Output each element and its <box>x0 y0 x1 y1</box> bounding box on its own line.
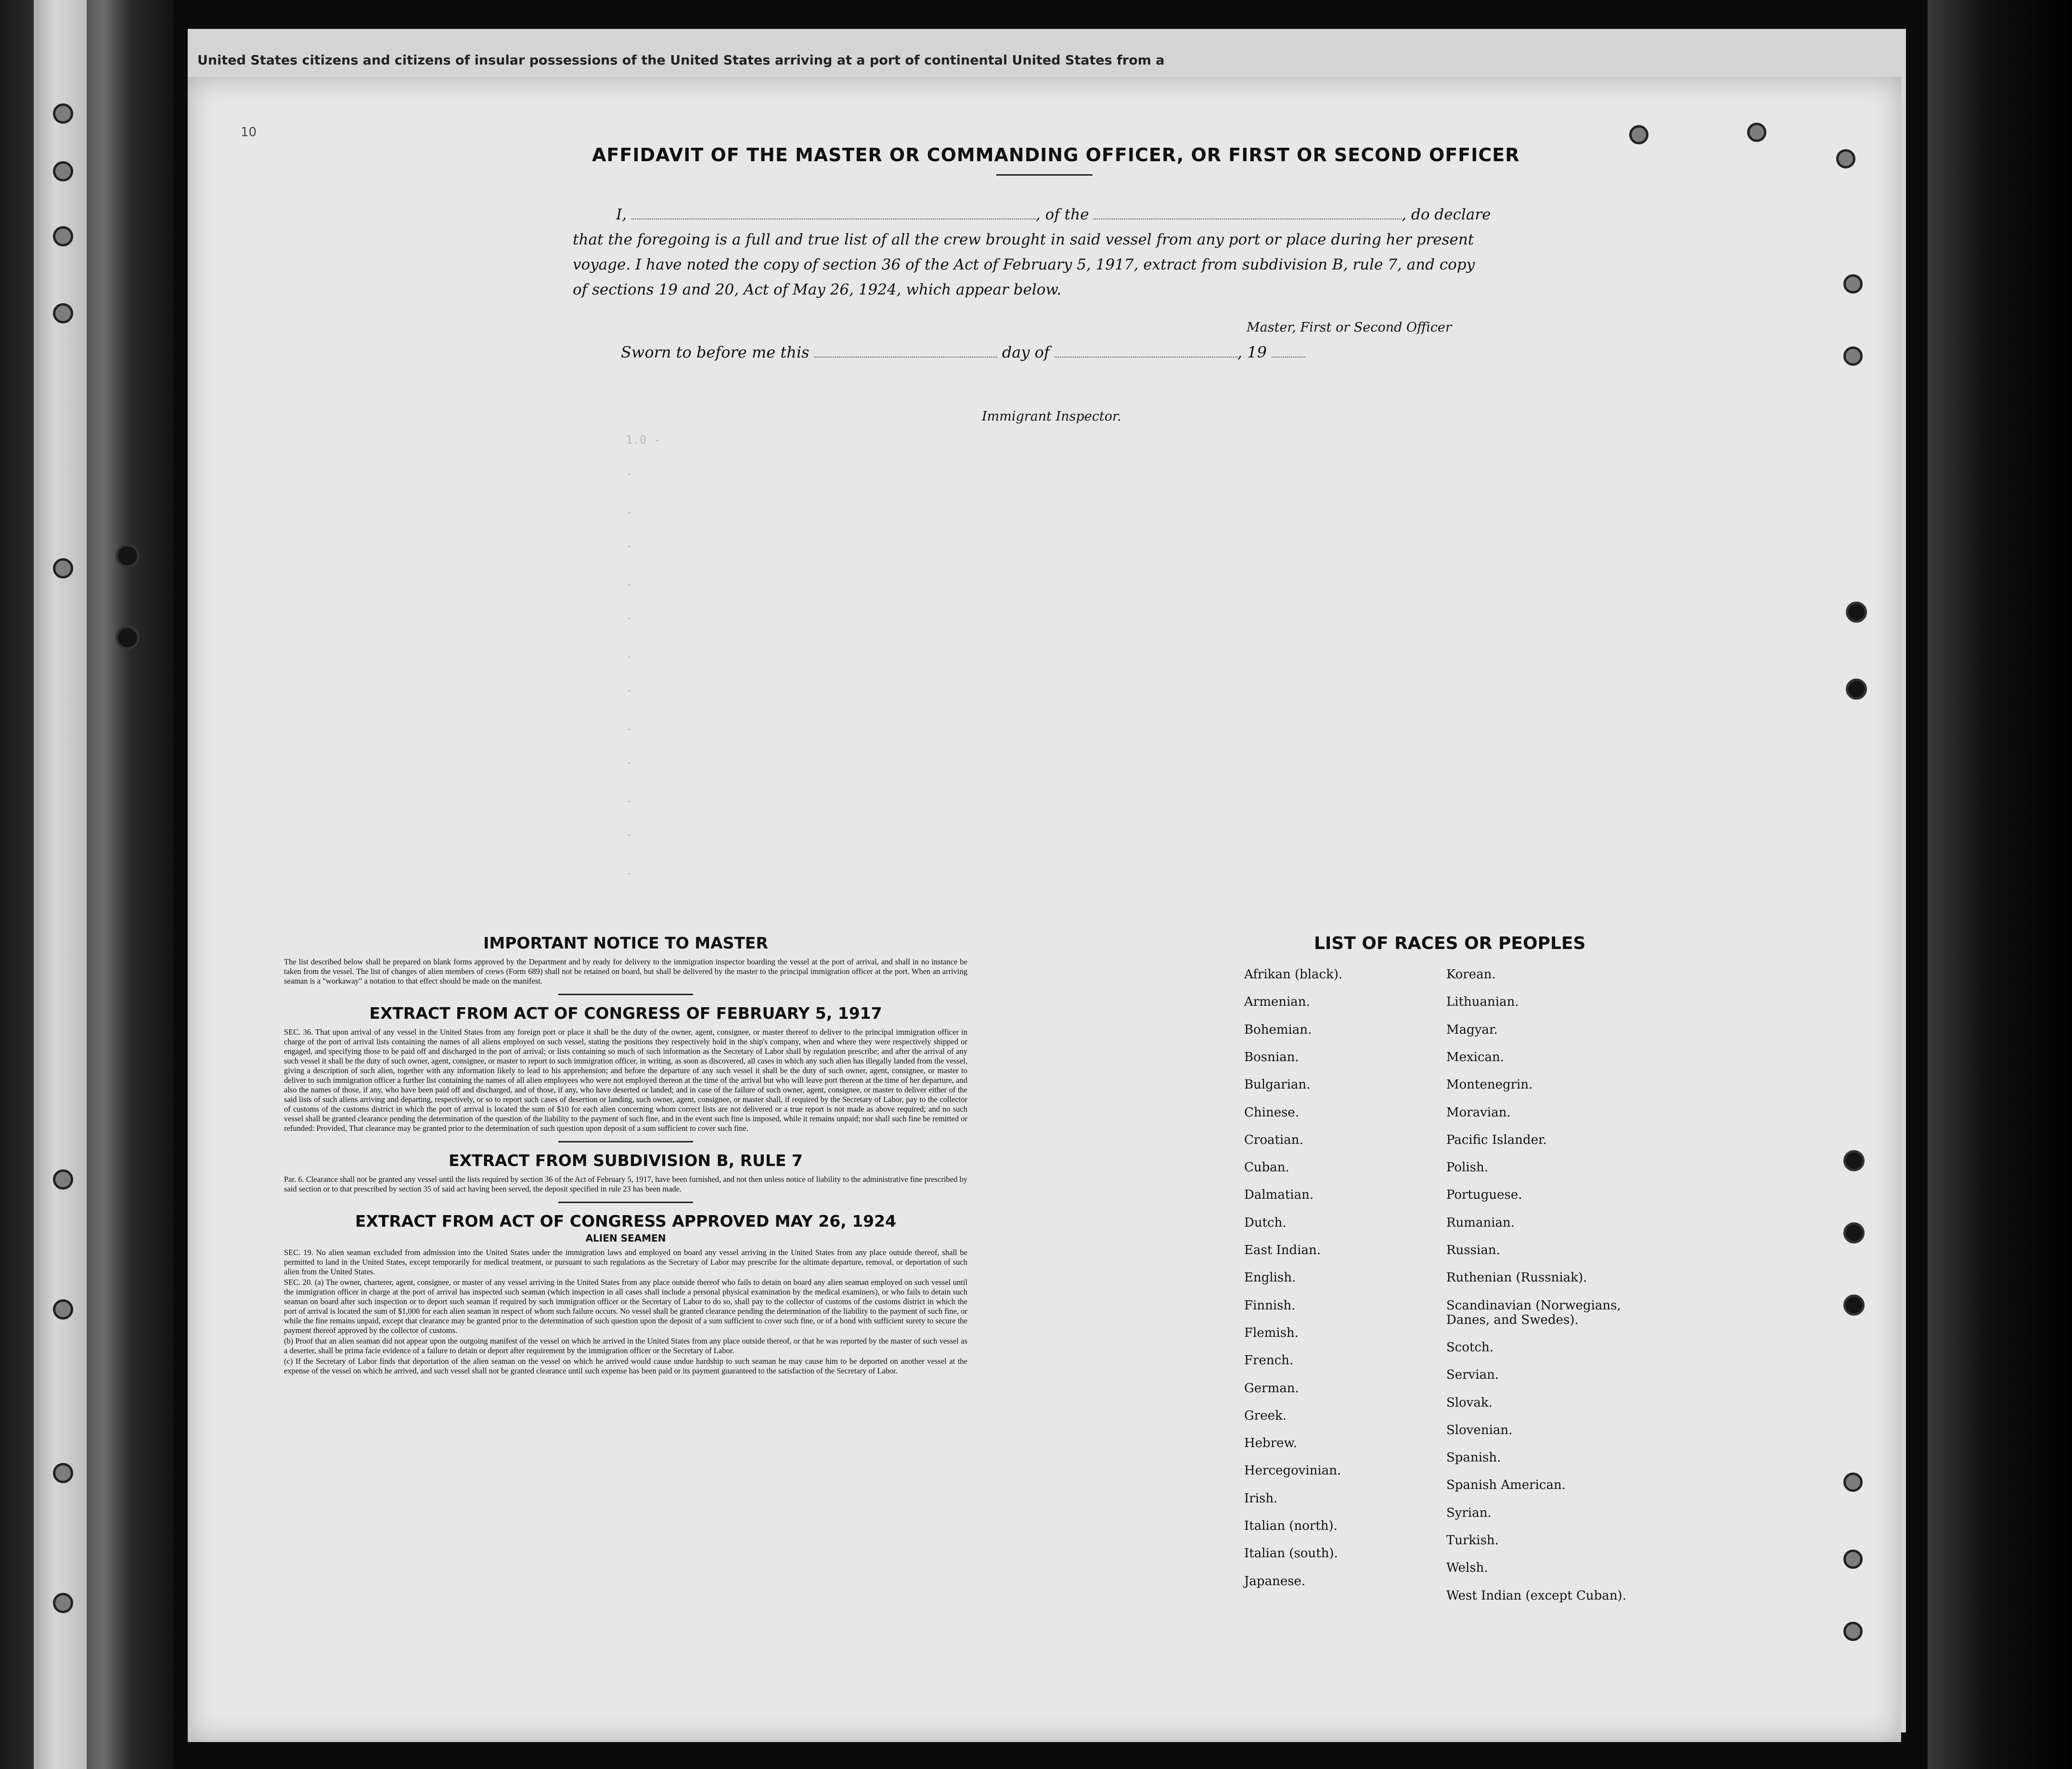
sec-19-text: SEC. 19. No alien seaman excluded from admission into the United States under the immigration laws and employed on board any vessel arriving in the United States from any place outside thereof, shall be permitted to land in the United States, except temporarily for medical treatment, or pursuant to such regulations as the Secretary of Labor may prescribe for the ultimate departure, removal, or deportation of such alien from the United States. <box>284 1248 967 1276</box>
section-rule <box>558 1141 693 1142</box>
race-item: Chinese. <box>1244 1105 1300 1120</box>
sworn-year-blank[interactable] <box>1272 345 1305 358</box>
extract-1917-title: EXTRACT FROM ACT OF CONGRESS OF FEBRUARY 5, 1917 <box>369 1004 882 1023</box>
race-item: Spanish. <box>1446 1450 1501 1465</box>
binder-hole-1 <box>53 103 73 124</box>
race-item: Russian. <box>1446 1243 1500 1257</box>
binder-hole-2 <box>53 161 73 181</box>
race-item: Polish. <box>1446 1160 1489 1175</box>
bleed-through-row: - <box>626 828 633 841</box>
race-item: West Indian (except Cuban). <box>1446 1588 1626 1603</box>
race-item: Spanish American. <box>1446 1478 1566 1493</box>
binder-hole-9 <box>53 1593 73 1613</box>
race-item: Japanese. <box>1244 1574 1306 1589</box>
race-item: Magyar. <box>1446 1022 1498 1037</box>
race-item: Montenegrin. <box>1446 1077 1533 1092</box>
page-edge-shadow <box>1928 0 2072 1769</box>
race-item: Bulgarian. <box>1244 1077 1311 1092</box>
bleed-through-row: 1.0 - <box>626 433 661 447</box>
bleed-through-row: - <box>626 756 633 769</box>
declaration-line-4: of sections 19 and 20, Act of May 26, 1924, which appear below. <box>573 281 1062 298</box>
sworn-day-blank[interactable] <box>814 345 997 358</box>
crew-list-reverse-page <box>188 77 1901 1742</box>
race-item: Welsh. <box>1446 1561 1488 1576</box>
bleed-through-row: - <box>626 611 633 625</box>
affidavit-declaration <box>573 202 1713 302</box>
declaration-line-1 <box>573 202 1713 227</box>
sec-20b-text: (b) Proof that an alien seaman did not appear upon the outgoing manifest of the vessel on which he arrived in the United States from any place outside thereof, or that he was reported by the master of such vessel as a deserter, shall be prima facie evidence of a failure to detain or deport after requirement by the immigration officer or the Secretary of Labor. <box>284 1336 967 1355</box>
race-item: Servian. <box>1446 1368 1499 1383</box>
vessel-blank[interactable] <box>1094 207 1402 219</box>
sworn-prefix: Sworn to before me this <box>621 343 810 361</box>
title-rule <box>996 174 1093 176</box>
punch-hole-9 <box>1843 1222 1865 1243</box>
bleed-through-row: - <box>626 650 633 663</box>
race-item: East Indian. <box>1244 1243 1321 1257</box>
race-item: Syrian. <box>1446 1505 1492 1520</box>
race-item: Korean. <box>1446 967 1496 982</box>
binder-hole-4 <box>53 303 73 323</box>
binder-strip <box>34 0 87 1769</box>
punch-hole-13 <box>1843 1622 1863 1641</box>
binder-rivet-2 <box>116 626 140 650</box>
punch-hole-2 <box>1747 123 1766 142</box>
page-number: 10 <box>241 125 257 140</box>
race-item: Portuguese. <box>1446 1188 1522 1203</box>
race-item: Croatian. <box>1244 1132 1303 1147</box>
race-item: Dalmatian. <box>1244 1188 1314 1203</box>
race-item: Irish. <box>1244 1491 1278 1506</box>
sec-20a-text: SEC. 20. (a) The owner, charterer, agent, consignee, or master of any vessel arriving in the United States from any place outside thereof who fails to detain on board any alien seaman employed on such vessel until the immigration officer in charge at the port of arrival has inspected such seaman (which inspection in all cases shall include a personal physical examination by the medical examiners), or who fails to detain such seaman on board after such inspection or to deport such seaman if required by such immigration officer or the Secretary of Labor to do so, shall pay to the collector of customs of the customs district in which the port of arrival is located the sum of $1,000 for each alien seaman in respect of whom such failure occurs. No vessel shall be granted clearance pending the determination of the liability to the payment of such fine, or while the fine remains unpaid, except that clearance may be granted prior to the determination of such question upon the deposit of a sum sufficient to cover such fine, or of a bond with sufficient surety to secure the payment thereof approved by the collector of customs. <box>284 1278 967 1335</box>
punch-hole-11 <box>1843 1473 1863 1492</box>
race-item: French. <box>1244 1353 1294 1368</box>
race-item: Scotch. <box>1446 1340 1494 1355</box>
race-item: Lithuanian. <box>1446 995 1519 1010</box>
inspector-label: Immigrant Inspector. <box>982 409 1121 424</box>
race-item: Pacific Islander. <box>1446 1132 1547 1147</box>
sworn-line <box>621 343 1305 361</box>
race-item: Flemish. <box>1244 1325 1299 1340</box>
of-the-text: , of the <box>1035 206 1089 223</box>
binder-rivet-1 <box>116 544 140 568</box>
bleed-through-row: - <box>626 722 633 735</box>
race-item: Scandinavian (Norwegians, <box>1446 1298 1621 1313</box>
extract-rule7-title: EXTRACT FROM SUBDIVISION B, RULE 7 <box>449 1151 803 1170</box>
declaration-line-3: voyage. I have noted the copy of section 36 of the Act of February 5, 1917, extract from subdivision B, rule 7, and copy <box>573 256 1475 273</box>
notice-body: The list described below shall be prepared on blank forms approved by the Department and by ready for delivery to the immigration inspector boarding the vessel at the port of arrival, and shall in no instance be taken from the vessel. The list of changes of alien members of crews (Form 689) shall not be retained on board, but shall be delivered by the master to the principal immigration officer at the port. When an arriving seaman is a "workaway" a notation to that effect should be made on the manifest. <box>284 957 967 986</box>
race-item: Afrikan (black). <box>1244 967 1343 982</box>
notice-column <box>255 934 996 1376</box>
punch-hole-1 <box>1629 125 1648 144</box>
race-item: Hebrew. <box>1244 1436 1297 1451</box>
race-item: Italian (north). <box>1244 1519 1338 1533</box>
declaration-line-2: that the foregoing is a full and true list of all the crew brought in said vessel from any port or place during her present <box>573 231 1474 248</box>
section-rule <box>558 994 693 995</box>
bleed-through-row: - <box>626 794 633 808</box>
race-item: German. <box>1244 1381 1299 1396</box>
notice-title: IMPORTANT NOTICE TO MASTER <box>483 934 768 952</box>
race-item: Greek. <box>1244 1408 1287 1423</box>
races-list-title: LIST OF RACES OR PEOPLES <box>1314 934 1586 953</box>
bleed-through-row: - <box>626 539 633 552</box>
punch-hole-12 <box>1843 1550 1863 1569</box>
sec-20c-text: (c) If the Secretary of Labor finds that deportation of the alien seaman on the vessel on which he arrived would cause undue hardship to such seaman he may cause him to be deported on another vessel at the expense of the vessel on which he arrived, and such vessel shall not be granted clearance until such expense has been paid or its payment guaranteed to the satisfaction of the Secretary of Labor. <box>284 1357 967 1375</box>
punch-hole-7 <box>1846 679 1867 700</box>
punch-hole-8 <box>1843 1150 1865 1171</box>
name-blank[interactable] <box>631 207 1036 219</box>
declarant-i: I, <box>616 206 627 223</box>
punch-hole-6 <box>1846 602 1867 623</box>
race-item: Slovenian. <box>1446 1423 1513 1437</box>
binder-hole-5 <box>53 558 73 578</box>
affidavit-title: AFFIDAVIT OF THE MASTER OR COMMANDING OFFICER, OR FIRST OR SECOND OFFICER <box>592 144 1520 166</box>
section-rule <box>558 1202 693 1203</box>
race-item: Italian (south). <box>1244 1546 1338 1561</box>
extract-1924-title: EXTRACT FROM ACT OF CONGRESS APPROVED MAY 26, 1924 <box>355 1212 897 1231</box>
extract-rule7-body: Par. 6. Clearance shall not be granted any vessel until the lists required by section 36 of the Act of February 5, 1917, have been furnished, and not then unless notice of liability to the administrative fine prescribed by said section or to that prescribed by section 35 of said act having been served, the deposit specified in rule 23 has been made. <box>284 1175 968 1193</box>
bleed-through-row: - <box>626 467 633 480</box>
punch-hole-4 <box>1843 274 1863 294</box>
underlying-sheet-text: United States citizens and citizens of insular possessions of the United States arriving at a port of continental United States from a <box>197 53 1165 68</box>
race-item: Mexican. <box>1446 1050 1505 1064</box>
bleed-through-row: - <box>626 866 633 880</box>
race-item: Armenian. <box>1244 995 1310 1010</box>
race-item: Bohemian. <box>1244 1022 1312 1037</box>
race-item: Finnish. <box>1244 1298 1296 1313</box>
race-item: Rumanian. <box>1446 1215 1515 1230</box>
do-declare-text: , do declare <box>1402 206 1491 223</box>
race-item: Ruthenian (Russniak). <box>1446 1270 1587 1285</box>
punch-hole-3 <box>1836 149 1855 168</box>
bleed-through-row: - <box>626 505 633 519</box>
punch-hole-10 <box>1843 1295 1865 1316</box>
sworn-month-blank[interactable] <box>1055 345 1237 358</box>
extract-1924-subtitle: ALIEN SEAMEN <box>585 1232 666 1244</box>
race-item: Cuban. <box>1244 1160 1289 1175</box>
extract-1917-body: SEC. 36. That upon arrival of any vessel in the United States from any foreign port or place it shall be the duty of the owner, agent, consignee, or master thereof to deliver to the principal immigration officer in charge of the port of arrival lists containing the names of all aliens employed on such vessel, stating the positions they respectively hold in the ship's company, when and where they were respectively shipped or engaged, and specifying those to be paid off and discharged in the port of arrival; or lists containing so much of such information as the Secretary of Labor shall by regulation prescribe; and after the arrival of any such vessel it shall be the duty of such owner, agent, consignee, or master to report to such immigration officer, in writing, as soon as discovered, all cases in which any such alien has illegally landed from the vessel, giving a description of such alien, together with any information likely to lead to his apprehension; and before the departure of any such vessel it shall be the duty of such owner, agent, consignee, or master to deliver to such immigration officer a further list containing the names of all alien employees who were not employed thereon at the time of the arrival but who will leave port thereon at the time of her departure, and also the names of those, if any, who have been paid off and discharged, and of those, if any, who have deserted or landed; and in case of the failure of such owner, agent, consignee, or master to deliver either of the said lists of such aliens arriving and departing, respectively, or so to report such cases of desertion or landing, such owner, agent, consignee, or master shall, if required by the Secretary of Labor, pay to the collector of customs of the customs district in which the port of arrival is located the sum of $10 for each alien concerning whom correct lists are not delivered or a true report is not made as above required; and no such vessel shall be granted clearance pending the determination of the question of the liability to the payment of such fine, and in the event such fine is imposed, while it remains unpaid; nor shall such fine be remitted or refunded: Provided, That clearance may be granted prior to the determination of such question upon deposit of a sum sufficient to cover such fine. <box>284 1027 967 1133</box>
bleed-through-row: - <box>626 683 633 697</box>
race-item: Hercegovinian. <box>1244 1463 1341 1478</box>
binder-hole-3 <box>53 226 73 246</box>
punch-hole-5 <box>1843 346 1863 366</box>
binder-spine <box>0 0 173 1769</box>
race-item: Slovak. <box>1446 1395 1493 1410</box>
race-item: English. <box>1244 1270 1296 1285</box>
signature-label: Master, First or Second Officer <box>1247 320 1452 335</box>
race-item: Dutch. <box>1244 1215 1287 1230</box>
sworn-day-label: day of <box>1002 343 1050 361</box>
binder-hole-7 <box>53 1299 73 1320</box>
sworn-year-label: , 19 <box>1237 343 1267 361</box>
race-item: Turkish. <box>1446 1533 1499 1548</box>
race-item: Moravian. <box>1446 1105 1511 1120</box>
bleed-through-row: - <box>626 577 633 591</box>
binder-hole-8 <box>53 1463 73 1483</box>
binder-hole-6 <box>53 1169 73 1190</box>
race-item: Bosnian. <box>1244 1050 1299 1064</box>
race-item: Danes, and Swedes). <box>1446 1312 1579 1327</box>
